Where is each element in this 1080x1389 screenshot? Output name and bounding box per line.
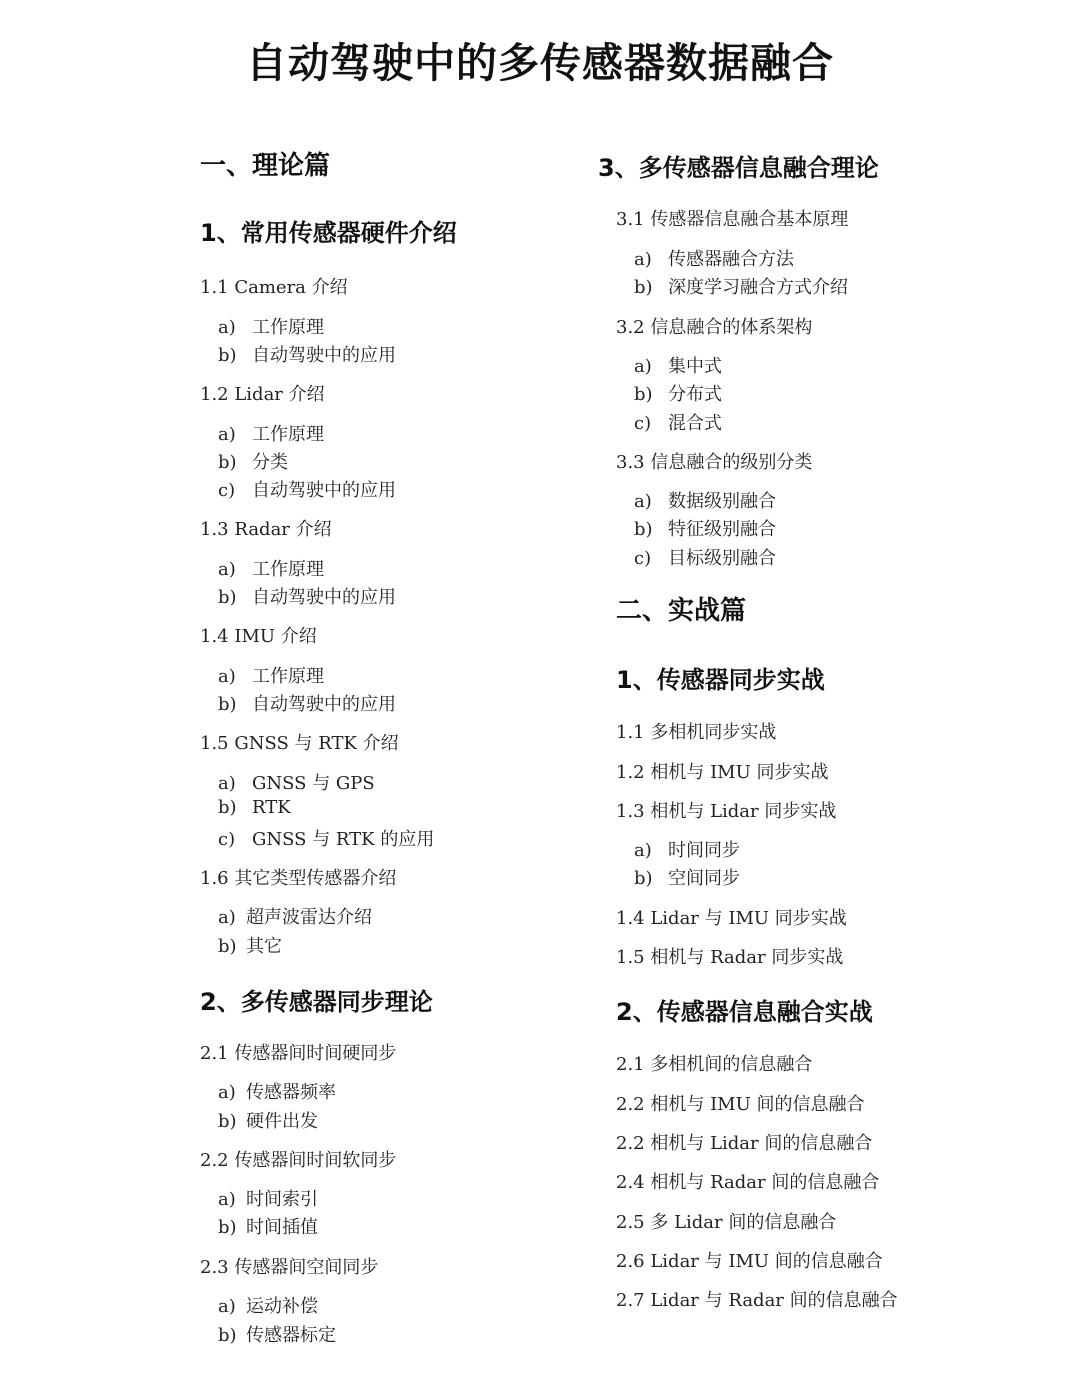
section-heading: 2.3 传感器间空间同步 [200, 1257, 379, 1278]
list-item: b) 分布式 [634, 384, 722, 405]
list-item: b) RTK [218, 797, 291, 818]
chapter-heading: 2、多传感器同步理论 [200, 988, 433, 1016]
list-item: b) 自动驾驶中的应用 [218, 345, 396, 366]
section-heading: 2.7 Lidar 与 Radar 间的信息融合 [616, 1290, 898, 1311]
list-item: a) GNSS 与 GPS [218, 773, 375, 794]
section-heading: 1.1 Camera 介绍 [200, 277, 348, 298]
list-item: b) 自动驾驶中的应用 [218, 694, 396, 715]
list-item: c) 目标级别融合 [634, 548, 776, 569]
section-heading: 1.6 其它类型传感器介绍 [200, 868, 397, 889]
list-item: b) 深度学习融合方式介绍 [634, 277, 848, 298]
list-item: a) 工作原理 [218, 317, 324, 338]
section-heading: 2.5 多 Lidar 间的信息融合 [616, 1212, 837, 1233]
list-item: a) 传感器频率 [218, 1082, 336, 1103]
list-item: a) 超声波雷达介绍 [218, 907, 372, 928]
list-item: b) 分类 [218, 452, 288, 473]
list-item: b) 其它 [218, 936, 282, 957]
list-item: c) 自动驾驶中的应用 [218, 480, 396, 501]
list-item: b) 特征级别融合 [634, 519, 776, 540]
section-heading: 2.1 多相机间的信息融合 [616, 1054, 813, 1075]
part-practice-heading: 二、实战篇 [616, 596, 747, 626]
section-heading: 1.3 Radar 介绍 [200, 519, 332, 540]
list-item: c) GNSS 与 RTK 的应用 [218, 829, 435, 850]
list-item: b) 硬件出发 [218, 1111, 318, 1132]
chapter-heading: 3、多传感器信息融合理论 [598, 154, 879, 182]
list-item: a) 传感器融合方法 [634, 249, 794, 270]
list-item: b) 传感器标定 [218, 1325, 336, 1346]
section-heading: 2.2 相机与 Lidar 间的信息融合 [616, 1133, 873, 1154]
section-heading: 1.4 Lidar 与 IMU 同步实战 [616, 908, 847, 929]
list-item: a) 时间同步 [634, 840, 740, 861]
section-heading: 1.2 Lidar 介绍 [200, 384, 325, 405]
section-heading: 2.2 传感器间时间软同步 [200, 1150, 397, 1171]
section-heading: 2.2 相机与 IMU 间的信息融合 [616, 1094, 865, 1115]
list-item: a) 时间索引 [218, 1189, 318, 1210]
list-item: b) 时间插值 [218, 1217, 318, 1238]
section-heading: 2.6 Lidar 与 IMU 间的信息融合 [616, 1251, 883, 1272]
chapter-heading: 2、传感器信息融合实战 [616, 998, 873, 1026]
list-item: a) 数据级别融合 [634, 491, 776, 512]
list-item: a) 工作原理 [218, 559, 324, 580]
chapter-heading: 1、常用传感器硬件介绍 [200, 219, 457, 247]
section-heading: 3.1 传感器信息融合基本原理 [616, 209, 849, 230]
list-item: a) 工作原理 [218, 424, 324, 445]
list-item: c) 混合式 [634, 413, 722, 434]
section-heading: 1.1 多相机同步实战 [616, 722, 777, 743]
chapter-heading: 1、传感器同步实战 [616, 666, 825, 694]
section-heading: 1.5 相机与 Radar 同步实战 [616, 947, 844, 968]
section-heading: 2.4 相机与 Radar 间的信息融合 [616, 1172, 880, 1193]
list-item: a) 工作原理 [218, 666, 324, 687]
section-heading: 1.2 相机与 IMU 同步实战 [616, 762, 829, 783]
part-theory-heading: 一、理论篇 [200, 151, 331, 181]
list-item: a) 运动补偿 [218, 1296, 318, 1317]
list-item: a) 集中式 [634, 356, 722, 377]
list-item: b) 空间同步 [634, 868, 740, 889]
section-heading: 1.3 相机与 Lidar 同步实战 [616, 801, 837, 822]
section-heading: 1.4 IMU 介绍 [200, 626, 317, 647]
document-title: 自动驾驶中的多传感器数据融合 [246, 39, 834, 87]
section-heading: 2.1 传感器间时间硬同步 [200, 1043, 397, 1064]
section-heading: 3.2 信息融合的体系架构 [616, 317, 813, 338]
list-item: b) 自动驾驶中的应用 [218, 587, 396, 608]
section-heading: 3.3 信息融合的级别分类 [616, 452, 813, 473]
section-heading: 1.5 GNSS 与 RTK 介绍 [200, 733, 399, 754]
